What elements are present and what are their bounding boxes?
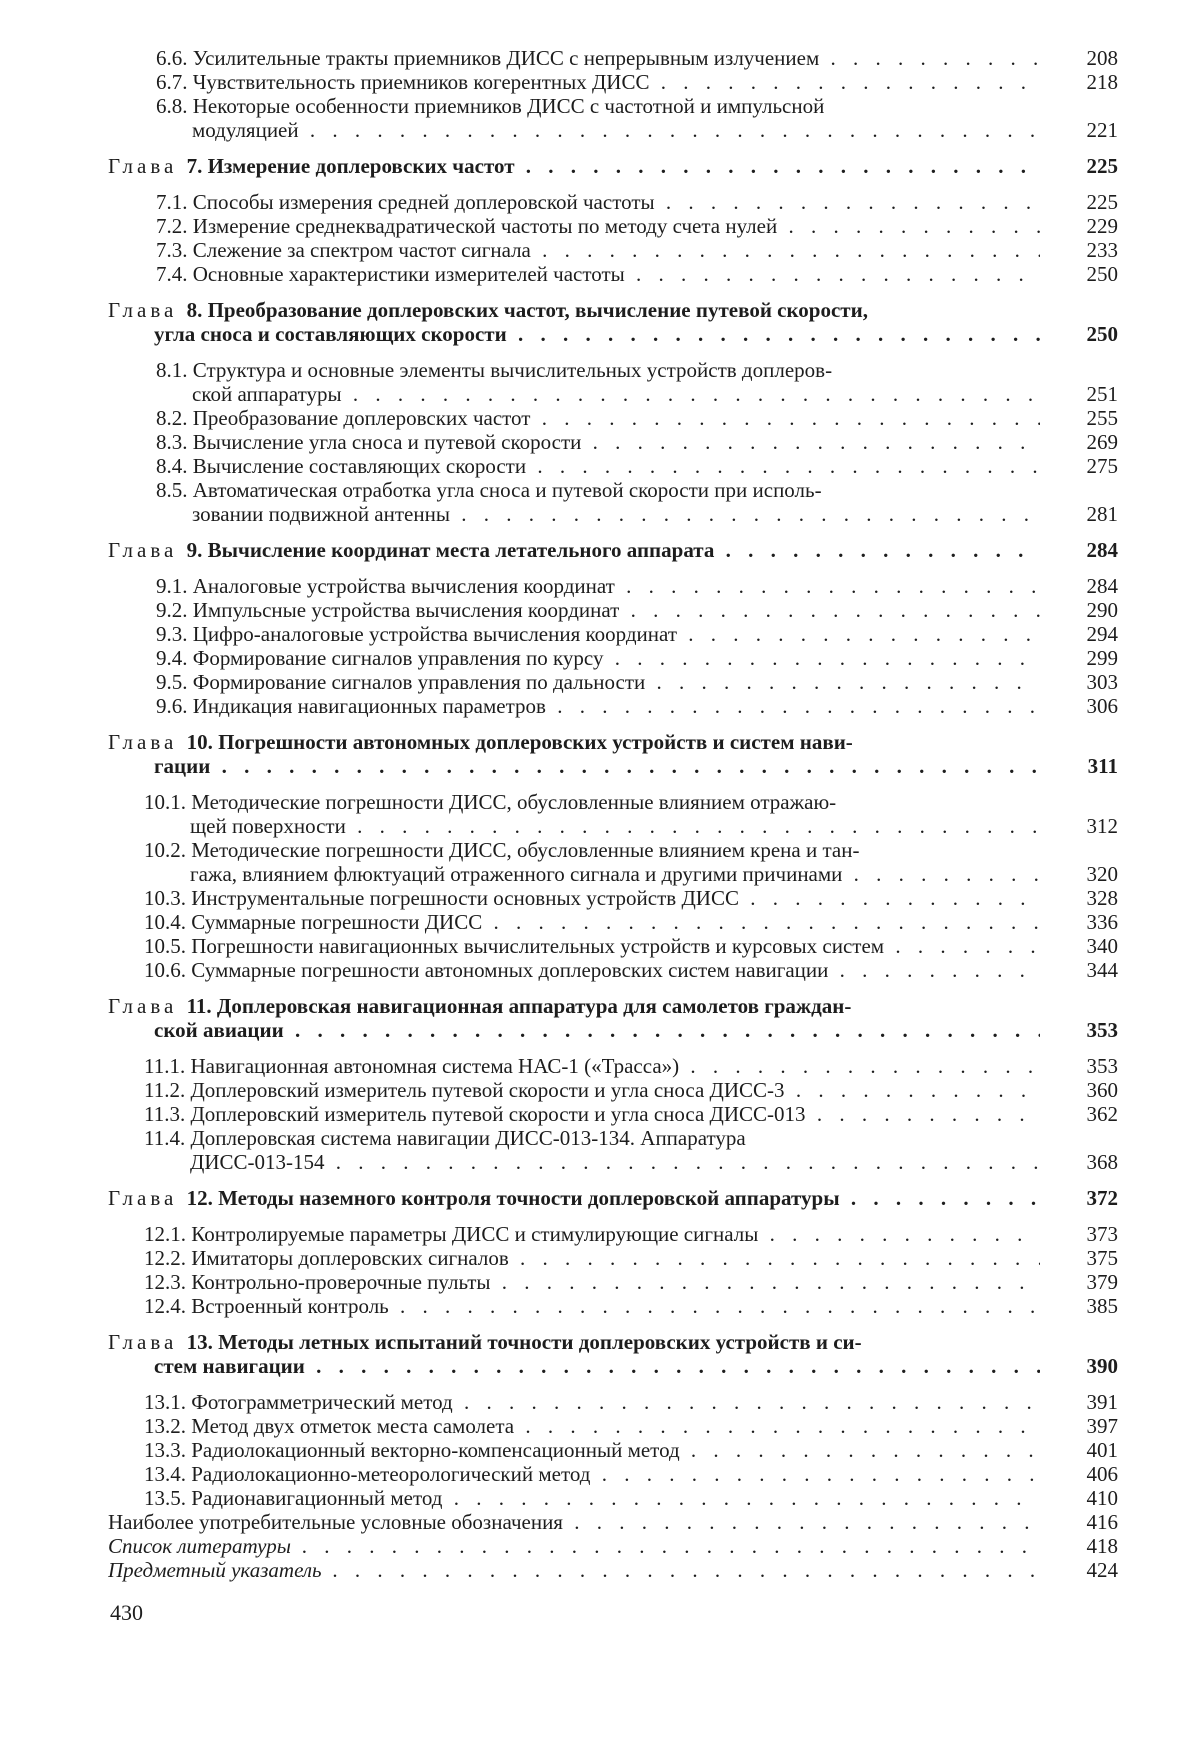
page-ref: 299: [1086, 646, 1118, 670]
toc-entry: [108, 502, 1118, 526]
chapter-gap: [108, 286, 1118, 298]
section-number: 13.4.: [144, 1462, 192, 1486]
toc-entry-line: [108, 1330, 1118, 1354]
page-ref: 221: [1086, 118, 1118, 142]
entry-title: Преобразование доплеровских частот: [192, 406, 531, 430]
chapter-gap: [108, 562, 1118, 574]
section-number: 12.3.: [144, 1270, 192, 1294]
entry-title: Автоматическая отработка угла сноса и путевой скорости при исполь-: [192, 478, 822, 502]
toc-entry-line: [108, 1126, 1118, 1150]
entry-title: Цифро-аналоговые устройства вычисления координат: [192, 622, 677, 646]
toc-entry: [108, 1246, 1118, 1270]
entry-continuation: [108, 1150, 1040, 1174]
entry-text: [108, 1534, 1040, 1558]
entry-title-continued: угла сноса и составляющих скорости: [154, 322, 507, 346]
entry-title-continued: зовании подвижной антенны: [192, 502, 450, 526]
section-number: 8.3.: [156, 430, 193, 454]
entry-title: Суммарные погрешности автономных доплеровских систем навигации: [191, 958, 829, 982]
entry-title: Аналоговые устройства вычисления координат: [192, 574, 615, 598]
page-ref: 250: [1086, 262, 1118, 286]
entry-text: [108, 70, 1040, 94]
toc-entry-line: [108, 790, 1118, 814]
toc-entry: [108, 154, 1118, 178]
entry-title: Предметный указатель: [108, 1558, 322, 1582]
entry-text: [108, 886, 1040, 910]
toc-entry: [108, 694, 1118, 718]
toc-entry: [108, 574, 1118, 598]
entry-title: Способы измерения средней доплеровской частоты: [192, 190, 655, 214]
section-number: 9.2.: [156, 598, 193, 622]
entry-title-continued: гации: [154, 754, 211, 778]
entry-title: Радиолокационно-метеорологический метод: [191, 1462, 591, 1486]
entry-text: [108, 238, 1040, 262]
section-number: 11.3.: [144, 1102, 191, 1126]
entry-title: Суммарные погрешности ДИСС: [191, 910, 483, 934]
entry-title-continued: стем навигации: [154, 1354, 305, 1378]
toc-entry: [108, 934, 1118, 958]
toc-entry: [108, 214, 1118, 238]
toc-entry: [108, 70, 1118, 94]
page-ref: 410: [1086, 1486, 1118, 1510]
page-ref: 336: [1086, 910, 1118, 934]
entry-text: [108, 1270, 1040, 1294]
page-ref: 303: [1086, 670, 1118, 694]
chapter-label: Глава: [108, 1186, 187, 1210]
toc-entry: [108, 910, 1118, 934]
section-number: 10.1.: [144, 790, 192, 814]
entry-title: Методические погрешности ДИСС, обусловленные влиянием крена и тан-: [191, 838, 860, 862]
page-ref: 406: [1086, 1462, 1118, 1486]
page-ref: 255: [1086, 406, 1118, 430]
page-ref: 294: [1086, 622, 1118, 646]
page-ref: 397: [1086, 1414, 1118, 1438]
chapter-gap: [108, 178, 1118, 190]
toc-entry: [108, 1054, 1118, 1078]
section-number: 12.4.: [144, 1294, 192, 1318]
entry-title: Фотограмметрический метод: [191, 1390, 453, 1414]
entry-title: Контрольно-проверочные пульты: [191, 1270, 491, 1294]
section-number: 10.3.: [144, 886, 192, 910]
section-number: 8.2.: [156, 406, 193, 430]
entry-title: Слежение за спектром частот сигнала: [192, 238, 531, 262]
entry-title: Чувствительность приемников когерентных ДИСС: [192, 70, 650, 94]
entry-text: [108, 430, 1040, 454]
page-ref: 275: [1086, 454, 1118, 478]
entry-text: [108, 1222, 1040, 1246]
toc-entry: [108, 1438, 1118, 1462]
toc-entry: [108, 1462, 1118, 1486]
entry-title: Формирование сигналов управления по дальности: [192, 670, 646, 694]
page-ref: 375: [1086, 1246, 1118, 1270]
section-number: 11.2.: [144, 1078, 191, 1102]
entry-title: Измерение среднеквадратической частоты по методу счета нулей: [192, 214, 778, 238]
entry-title: Некоторые особенности приемников ДИСС с частотной и импульсной: [192, 94, 825, 118]
entry-title: Импульсные устройства вычисления координат: [192, 598, 620, 622]
entry-text: [108, 694, 1040, 718]
entry-title: Вычисление составляющих скорости: [192, 454, 527, 478]
page-ref: 225: [1086, 154, 1118, 178]
entry-continuation: [108, 1354, 1040, 1378]
section-number: 13.2.: [144, 1414, 192, 1438]
chapter-gap: [108, 346, 1118, 358]
toc-entry: [108, 454, 1118, 478]
section-number: 8.1.: [156, 358, 193, 382]
entry-text: [108, 910, 1040, 934]
page-ref: 312: [1086, 814, 1118, 838]
toc-entry: [108, 862, 1118, 886]
entry-continuation: [108, 814, 1040, 838]
entry-text: [108, 670, 1040, 694]
chapter-label: Глава: [108, 730, 187, 754]
toc-entry-line: [108, 298, 1118, 322]
entry-title: Основные характеристики измерителей частоты: [192, 262, 625, 286]
toc-entry: [108, 1222, 1118, 1246]
entry-text: [108, 1414, 1040, 1438]
page-ref: 290: [1086, 598, 1118, 622]
entry-text: [108, 190, 1040, 214]
entry-title: Встроенный контроль: [191, 1294, 389, 1318]
entry-title: Инструментальные погрешности основных устройств ДИСС: [191, 886, 739, 910]
toc-entry: [108, 1510, 1118, 1534]
section-number: 6.6.: [156, 46, 193, 70]
page-ref: 233: [1086, 238, 1118, 262]
entry-title: Контролируемые параметры ДИСС и стимулирующие сигналы: [191, 1222, 759, 1246]
entry-continuation: [108, 322, 1040, 346]
entry-continuation: [108, 382, 1040, 406]
entry-title: Радионавигационный метод: [191, 1486, 443, 1510]
entry-title: Вычисление угла сноса и путевой скорости: [192, 430, 582, 454]
toc-entry-line: [108, 478, 1118, 502]
toc-entry: [108, 1078, 1118, 1102]
toc-entry: [108, 1354, 1118, 1378]
page-ref: 269: [1086, 430, 1118, 454]
section-number: 13.1.: [144, 1390, 192, 1414]
entry-title: Измерение доплеровских частот: [207, 154, 515, 178]
entry-title: Наиболее употребительные условные обозначения: [108, 1510, 563, 1534]
toc-entry-line: [108, 358, 1118, 382]
chapter-gap: [108, 526, 1118, 538]
toc-entry: [108, 1294, 1118, 1318]
page-ref: 353: [1086, 1054, 1118, 1078]
entry-title: Погрешности навигационных вычислительных устройств и курсовых систем: [191, 934, 885, 958]
toc-entry: [108, 754, 1118, 778]
chapter-number: 9.: [186, 538, 208, 562]
section-number: 7.4.: [156, 262, 193, 286]
entry-title: Доплеровский измеритель путевой скорости и угла сноса ДИСС-013: [190, 1102, 806, 1126]
entry-title: Имитаторы доплеровских сигналов: [191, 1246, 509, 1270]
section-number: 10.5.: [144, 934, 192, 958]
toc-entry: [108, 814, 1118, 838]
toc-entry: [108, 46, 1118, 70]
section-number: 9.5.: [156, 670, 193, 694]
toc-entry: [108, 1414, 1118, 1438]
entry-title: Список литературы: [108, 1534, 291, 1558]
entry-text: [108, 1462, 1040, 1486]
entry-text: [108, 406, 1040, 430]
chapter-number: 12.: [186, 1186, 219, 1210]
entry-title-continued: ской авиации: [154, 1018, 284, 1042]
entry-title: Структура и основные элементы вычислительных устройств доплеров-: [192, 358, 833, 382]
toc-entry: [108, 190, 1118, 214]
page-ref: 340: [1086, 934, 1118, 958]
chapter-number: 10.: [186, 730, 219, 754]
toc-entry: [108, 430, 1118, 454]
page-number: 430: [110, 1600, 143, 1625]
toc-entry: [108, 622, 1118, 646]
entry-title-continued: ДИСС-013-154: [190, 1150, 325, 1174]
toc-entry: [108, 1558, 1118, 1582]
page-ref: 306: [1086, 694, 1118, 718]
toc-entry: [108, 670, 1118, 694]
toc-entry: [108, 958, 1118, 982]
entry-text: [108, 1510, 1040, 1534]
chapter-gap: [108, 142, 1118, 154]
entry-title: Методы летных испытаний точности доплеровских устройств и си-: [218, 1330, 862, 1354]
toc-entry: [108, 1018, 1118, 1042]
chapter-label: Глава: [108, 154, 187, 178]
entry-title-continued: ской аппаратуры: [192, 382, 342, 406]
entry-text: [108, 1438, 1040, 1462]
toc-entry: [108, 1186, 1118, 1210]
entry-title: Методические погрешности ДИСС, обусловленные влиянием отражаю-: [191, 790, 837, 814]
page-ref: 311: [1087, 754, 1118, 778]
section-number: 10.6.: [144, 958, 192, 982]
entry-text: [108, 934, 1040, 958]
chapter-gap: [108, 1210, 1118, 1222]
entry-title: Доплеровский измеритель путевой скорости и угла сноса ДИСС-3: [190, 1078, 785, 1102]
page-ref: 391: [1086, 1390, 1118, 1414]
section-number: 13.5.: [144, 1486, 192, 1510]
entry-text: [108, 262, 1040, 286]
entry-title-continued: модуляцией: [192, 118, 299, 142]
entry-continuation: [108, 1018, 1040, 1042]
page-ref: 379: [1086, 1270, 1118, 1294]
entry-text: [108, 46, 1040, 70]
chapter-number: 8.: [186, 298, 208, 322]
chapter-label: Глава: [108, 1330, 187, 1354]
page-ref: 368: [1086, 1150, 1118, 1174]
page-ref: 251: [1086, 382, 1118, 406]
entry-text: [108, 598, 1040, 622]
entry-text: [108, 154, 1040, 178]
page-ref: 218: [1086, 70, 1118, 94]
entry-title: Методы наземного контроля точности доплеровской аппаратуры: [218, 1186, 840, 1210]
toc-entry: [108, 1270, 1118, 1294]
page-ref: 320: [1086, 862, 1118, 886]
chapter-gap: [108, 1318, 1118, 1330]
entry-title: Радиолокационный векторно-компенсационный метод: [191, 1438, 680, 1462]
entry-text: [108, 1486, 1040, 1510]
toc-entry: [108, 1150, 1118, 1174]
entry-title: Индикация навигационных параметров: [192, 694, 546, 718]
toc-entry-line: [108, 994, 1118, 1018]
section-number: 6.8.: [156, 94, 193, 118]
section-number: 7.2.: [156, 214, 193, 238]
chapter-number: 13.: [186, 1330, 219, 1354]
section-number: 6.7.: [156, 70, 193, 94]
entry-title: Формирование сигналов управления по курсу: [192, 646, 604, 670]
toc-entry: [108, 598, 1118, 622]
entry-text: [108, 1102, 1040, 1126]
entry-text: [108, 214, 1040, 238]
entry-text: [108, 1558, 1040, 1582]
entry-continuation: [108, 862, 1040, 886]
section-number: 8.4.: [156, 454, 193, 478]
toc-entry: [108, 1486, 1118, 1510]
section-number: 9.3.: [156, 622, 193, 646]
toc-entry: [108, 1534, 1118, 1558]
section-number: 10.2.: [144, 838, 192, 862]
entry-text: [108, 1246, 1040, 1270]
section-number: 9.4.: [156, 646, 193, 670]
page-ref: 225: [1086, 190, 1118, 214]
page-ref: 344: [1086, 958, 1118, 982]
section-number: 11.4.: [144, 1126, 191, 1150]
entry-text: [108, 574, 1040, 598]
chapter-gap: [108, 1042, 1118, 1054]
page-ref: 360: [1086, 1078, 1118, 1102]
page-ref: 353: [1086, 1018, 1118, 1042]
toc-entry: [108, 1390, 1118, 1414]
entry-title: Навигационная автономная система НАС-1 («Трасса»): [190, 1054, 680, 1078]
entry-title: Доплеровская навигационная аппаратура для самолетов граждан-: [216, 994, 852, 1018]
entry-title-continued: щей поверхности: [190, 814, 346, 838]
section-number: 11.1.: [144, 1054, 191, 1078]
page-ref: 328: [1086, 886, 1118, 910]
page-ref: 281: [1086, 502, 1118, 526]
page-ref: 250: [1086, 322, 1118, 346]
page-ref: 362: [1086, 1102, 1118, 1126]
section-number: 7.3.: [156, 238, 193, 262]
section-number: 7.1.: [156, 190, 193, 214]
toc-entry-line: [108, 94, 1118, 118]
chapter-label: Глава: [108, 298, 187, 322]
entry-text: [108, 646, 1040, 670]
entry-title: Преобразование доплеровских частот, вычисление путевой скорости,: [207, 298, 868, 322]
page-ref: 229: [1086, 214, 1118, 238]
section-number: 13.3.: [144, 1438, 192, 1462]
section-number: 10.4.: [144, 910, 192, 934]
toc-entry: [108, 382, 1118, 406]
page-ref: 401: [1086, 1438, 1118, 1462]
chapter-gap: [108, 982, 1118, 994]
section-number: 9.6.: [156, 694, 193, 718]
section-number: 8.5.: [156, 478, 193, 502]
page-ref: 208: [1086, 46, 1118, 70]
page-ref: 385: [1086, 1294, 1118, 1318]
toc-entry: [108, 118, 1118, 142]
page-ref: 424: [1086, 1558, 1118, 1582]
toc-entry: [108, 322, 1118, 346]
entry-continuation: [108, 118, 1040, 142]
toc-entry-line: [108, 838, 1118, 862]
chapter-gap: [108, 778, 1118, 790]
chapter-gap: [108, 1174, 1118, 1186]
entry-text: [108, 1390, 1040, 1414]
table-of-contents: [108, 46, 1118, 1582]
page-ref: 284: [1086, 538, 1118, 562]
toc-entry: [108, 1102, 1118, 1126]
entry-text: [108, 1078, 1040, 1102]
page-ref: 390: [1086, 1354, 1118, 1378]
page-ref: 372: [1086, 1186, 1118, 1210]
section-number: 12.1.: [144, 1222, 192, 1246]
entry-continuation: [108, 502, 1040, 526]
entry-text: [108, 1054, 1040, 1078]
chapter-label: Глава: [108, 538, 187, 562]
chapter-label: Глава: [108, 994, 187, 1018]
entry-text: [108, 958, 1040, 982]
chapter-gap: [108, 718, 1118, 730]
entry-title-continued: гажа, влиянием флюктуаций отраженного сигнала и другими причинами: [190, 862, 843, 886]
entry-text: [108, 622, 1040, 646]
entry-continuation: [108, 754, 1040, 778]
page-ref: 373: [1086, 1222, 1118, 1246]
entry-title: Доплеровская система навигации ДИСС-013-134. Аппаратура: [190, 1126, 746, 1150]
page-ref: 416: [1086, 1510, 1118, 1534]
chapter-gap: [108, 1378, 1118, 1390]
entry-text: [108, 1186, 1040, 1210]
toc-entry: [108, 538, 1118, 562]
chapter-number: 11.: [186, 994, 217, 1018]
toc-entry: [108, 238, 1118, 262]
section-number: 9.1.: [156, 574, 193, 598]
chapter-number: 7.: [186, 154, 208, 178]
page-ref: 284: [1086, 574, 1118, 598]
entry-text: [108, 1294, 1040, 1318]
toc-entry: [108, 886, 1118, 910]
entry-title: Вычисление координат места летательного аппарата: [207, 538, 715, 562]
entry-text: [108, 454, 1040, 478]
toc-entry-line: [108, 730, 1118, 754]
toc-entry: [108, 262, 1118, 286]
entry-title: Погрешности автономных доплеровских устройств и систем нави-: [218, 730, 853, 754]
entry-title: Усилительные тракты приемников ДИСС с непрерывным излучением: [192, 46, 820, 70]
page-ref: 418: [1086, 1534, 1118, 1558]
toc-entry: [108, 406, 1118, 430]
toc-entry: [108, 646, 1118, 670]
entry-text: [108, 538, 1040, 562]
entry-title: Метод двух отметок места самолета: [191, 1414, 515, 1438]
section-number: 12.2.: [144, 1246, 192, 1270]
